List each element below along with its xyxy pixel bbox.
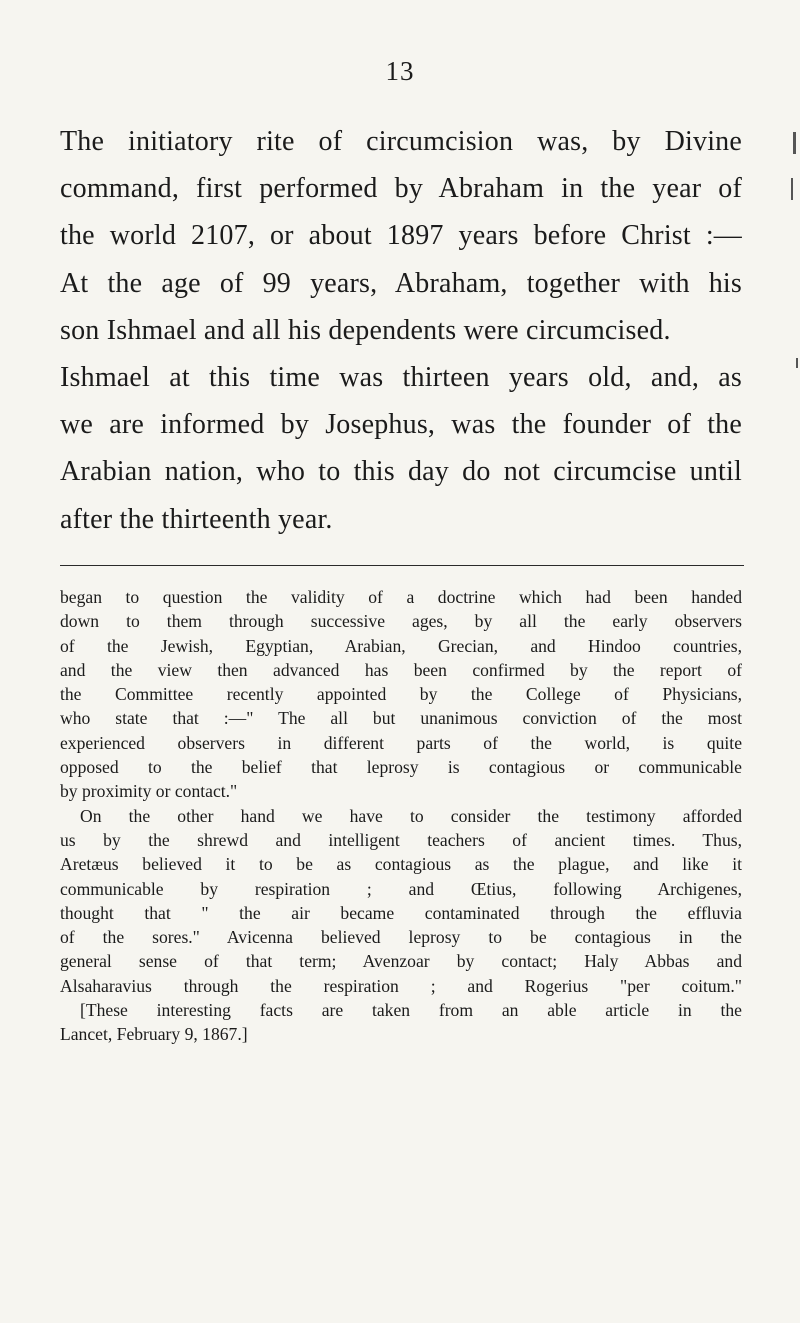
main-text-line: command, first performed by Abraham in the year of bbox=[60, 173, 742, 205]
footnote-line: Alsaharavius through the respiration ; and Rogerius "per coitum." bbox=[60, 975, 742, 996]
page-number: 13 bbox=[385, 56, 415, 86]
main-text-line: son Ishmael and all his dependents were circumcised. bbox=[60, 314, 671, 346]
main-paragraph bbox=[60, 118, 742, 543]
footnote-line: who state that :—" The all but unanimous conviction of the most bbox=[60, 708, 742, 729]
footnote-line: us by the shrewd and intelligent teachers of ancient times. Thus, bbox=[60, 829, 742, 850]
footnote-line: [These interesting facts are taken from an able article in the bbox=[80, 1000, 742, 1021]
footnote-line: Lancet, February 9, 1867.] bbox=[60, 1024, 248, 1045]
footnote-line: began to question the validity of a doctrine which had been handed bbox=[60, 587, 742, 607]
margin-mark bbox=[793, 132, 796, 154]
footnote-line: by proximity or contact." bbox=[60, 781, 238, 802]
footnote-line: thought that " the air became contaminated through the effluvia bbox=[60, 902, 742, 923]
footnote-line: of the Jewish, Egyptian, Arabian, Grecian, and Hindoo countries, bbox=[60, 635, 742, 656]
footnote-line: On the other hand we have to consider the testimony afforded bbox=[80, 805, 742, 826]
footnote-line: Aretæus believed it to be as contagious as the plague, and like it bbox=[60, 854, 742, 875]
footnote-line: opposed to the belief that leprosy is contagious or communicable bbox=[60, 757, 742, 778]
main-text-line: after the thirteenth year. bbox=[60, 503, 333, 535]
footnote-line: and the view then advanced has been confirmed by the report of bbox=[60, 659, 742, 680]
footnote bbox=[60, 585, 742, 1047]
main-text-line: we are informed by Josephus, was the founder of the bbox=[60, 409, 742, 441]
footnote-line: of the sores." Avicenna believed leprosy to be contagious in the bbox=[60, 927, 742, 948]
footnote-line: down to them through successive ages, by all the early observers bbox=[60, 611, 742, 632]
footnote-line: experienced observers in different parts of the world, is quite bbox=[60, 732, 742, 753]
main-text-line: Ishmael at this time was thirteen years old, and, as bbox=[60, 362, 742, 394]
margin-mark bbox=[791, 178, 793, 200]
main-text-line: Arabian nation, who to this day do not circumcise until bbox=[60, 456, 742, 488]
footnote-line: the Committee recently appointed by the College of Physicians, bbox=[60, 684, 742, 705]
footnote-line: communicable by respiration ; and Œtius, following Archigenes, bbox=[60, 878, 742, 899]
main-text-line: At the age of 99 years, Abraham, together with his bbox=[60, 267, 742, 299]
margin-mark bbox=[796, 358, 798, 368]
footnote-divider bbox=[60, 565, 744, 566]
footnote-line: general sense of that term; Avenzoar by contact; Haly Abbas and bbox=[60, 951, 742, 972]
main-text-line: the world 2107, or about 1897 years before Christ :— bbox=[60, 220, 742, 252]
main-text-line: The initiatory rite of circumcision was, by Divine bbox=[60, 126, 742, 157]
